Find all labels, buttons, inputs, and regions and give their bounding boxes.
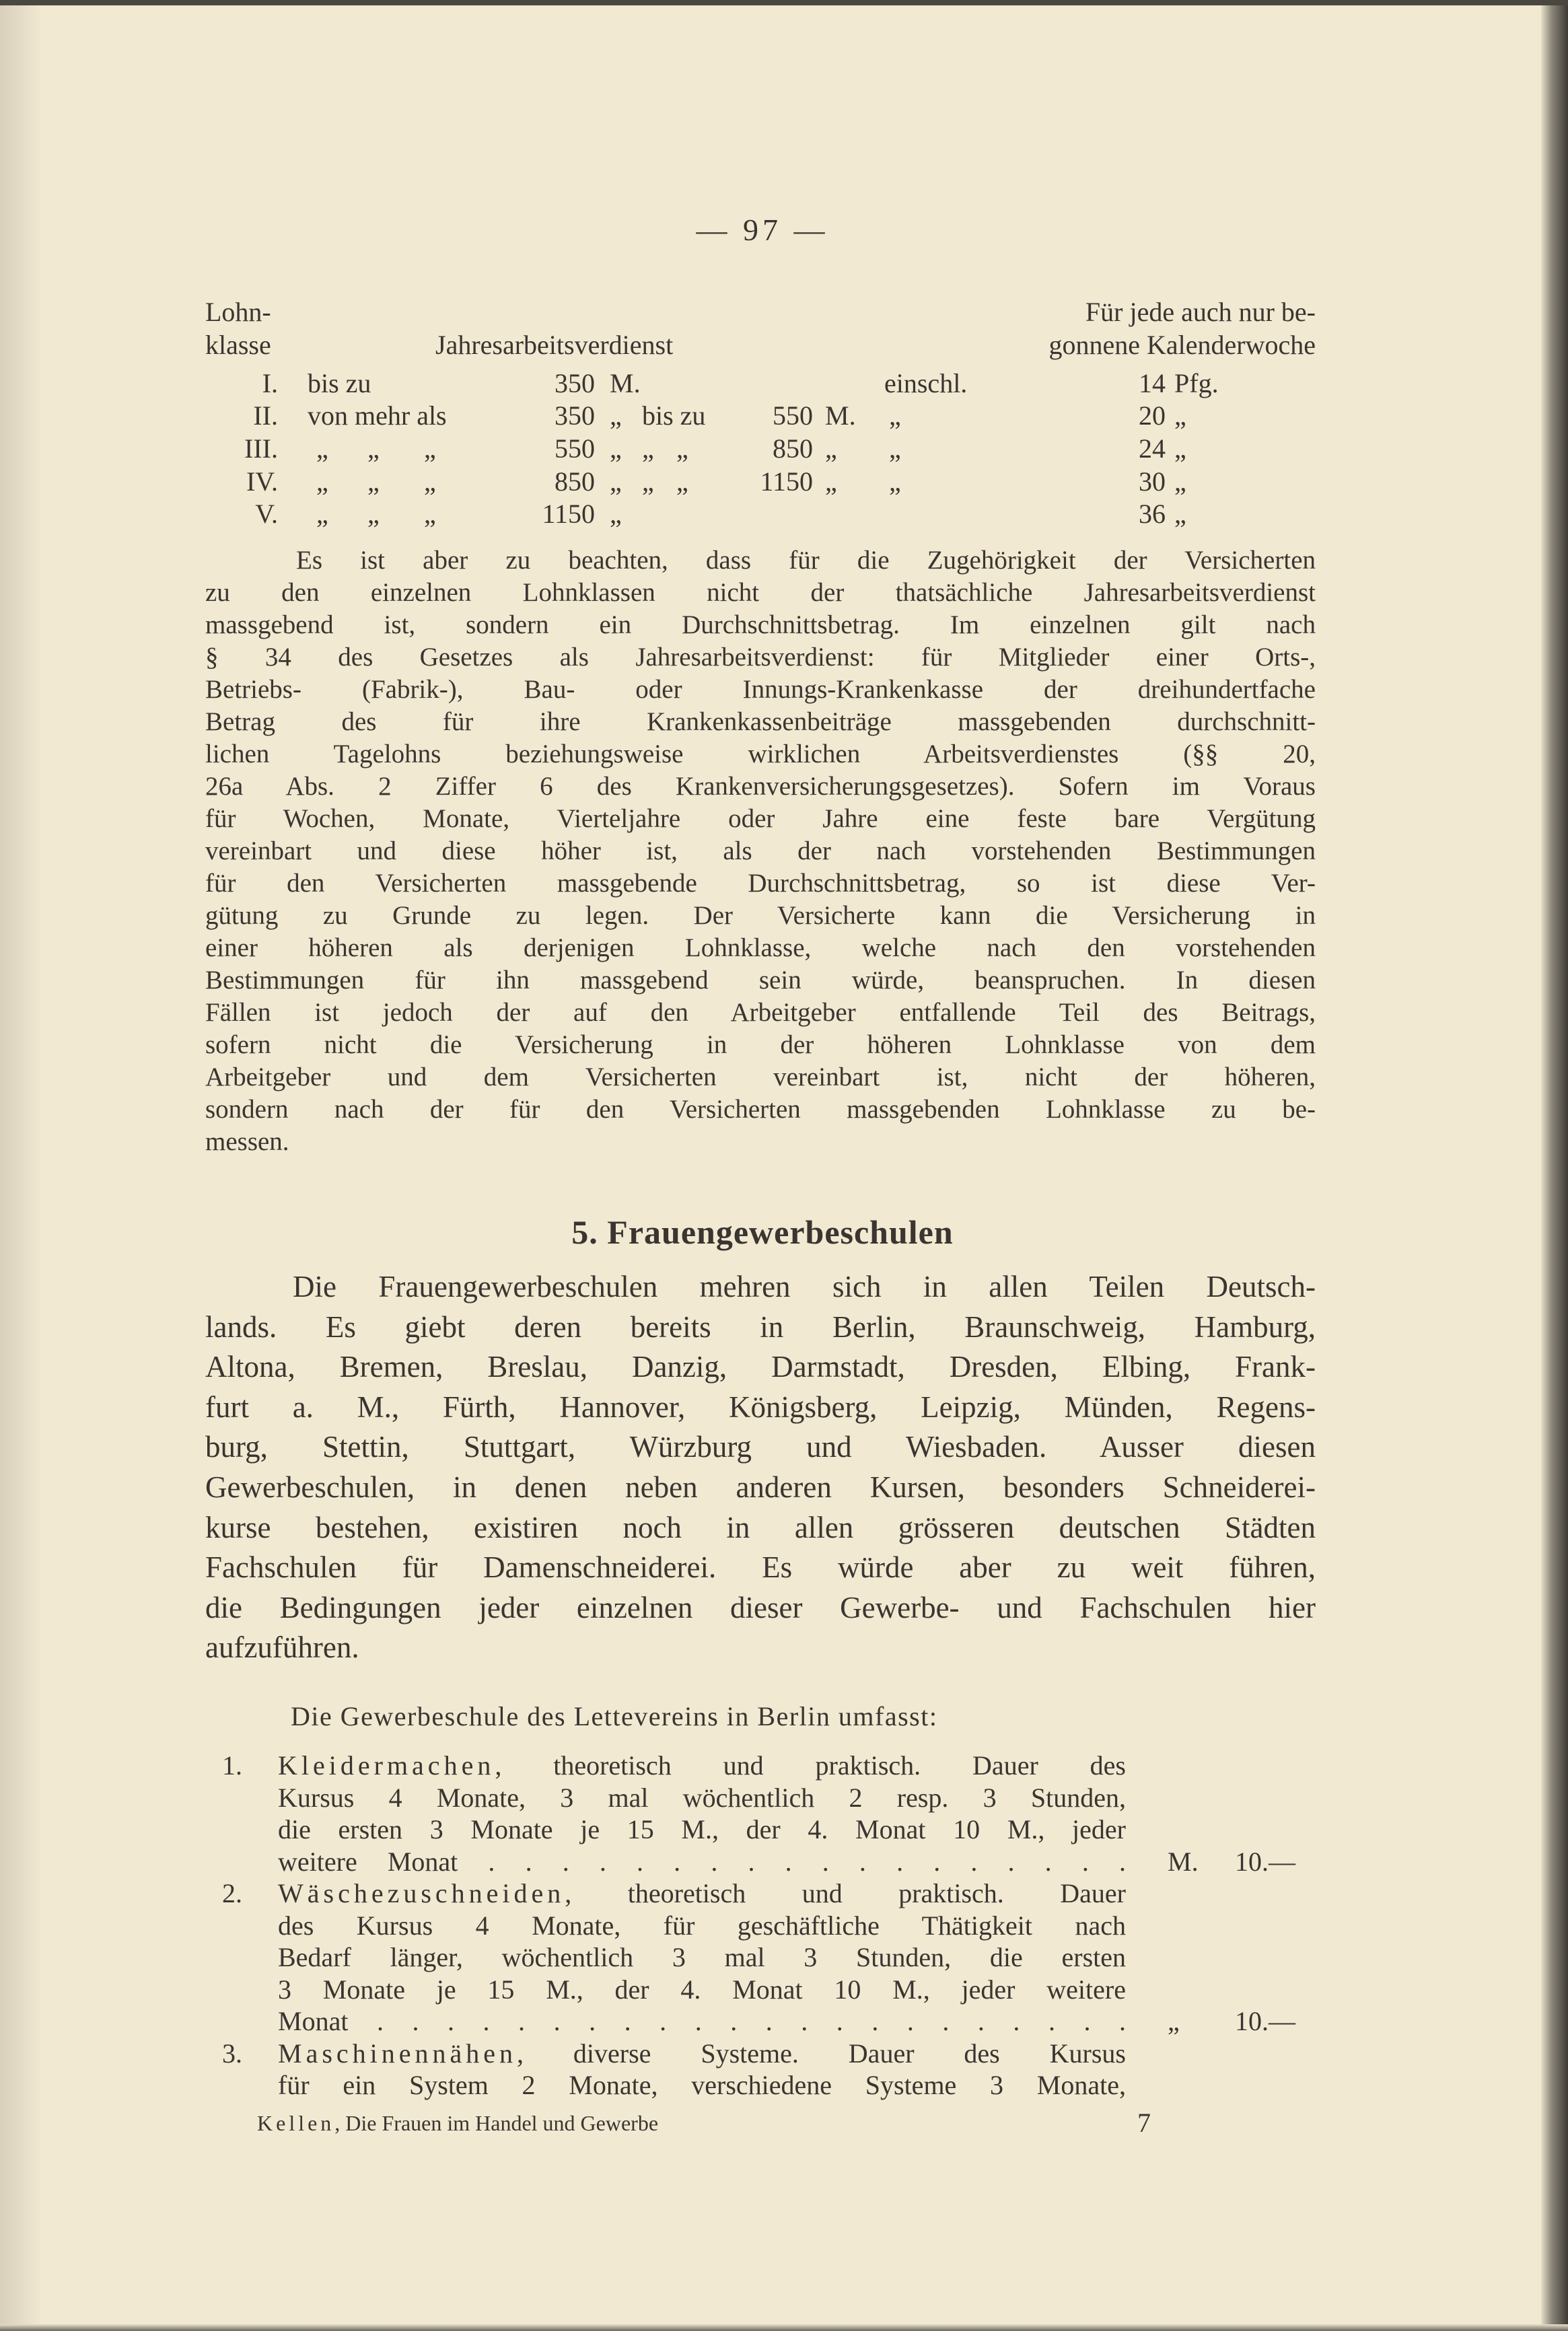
list-item-line [0, 1941, 1568, 1974]
text-line: gütung zu Grunde zu legen. Der Versicherte kann die Versicherung in [205, 901, 1316, 930]
text-line: Arbeitgeber und dem Versicherten vereinbart ist, nicht der höheren, [205, 1063, 1316, 1091]
footer-author: Kellen [257, 2111, 335, 2135]
list-intro: Die Gewerbeschule des Lettevereins in Berlin umfasst: [291, 1701, 938, 1731]
list-item-number: 1. [222, 1750, 242, 1781]
unit: M. [610, 368, 641, 398]
note: „ [889, 466, 901, 497]
income-from: 550 [555, 433, 595, 464]
income-upto-label: bis zu [642, 400, 706, 431]
footer-imprint [257, 2107, 658, 2139]
ditto-mark: „ [424, 433, 436, 464]
text-line: für Wochen, Monate, Vierteljahre oder Jahre eine feste bare Vergütung [205, 804, 1316, 833]
ditto-mark: „ [642, 433, 654, 464]
list-item-line [0, 1750, 1568, 1782]
paragraph-versicherung [205, 544, 1316, 1158]
unit: Pfg. [1174, 368, 1219, 398]
income-from: 850 [555, 466, 595, 497]
list-item-line [0, 2005, 1568, 2038]
text-line: vereinbart und diese höher ist, als der nach vorstehenden Bestimmungen [205, 836, 1316, 865]
list-item-text [278, 1814, 1126, 1846]
fee-unit: „ [1168, 2006, 1180, 2036]
list-item-line [0, 1814, 1568, 1846]
note: „ [889, 433, 901, 464]
unit: „ [610, 466, 622, 497]
list-item-line [0, 1974, 1568, 2006]
text-line: Gewerbeschulen, in denen neben anderen Kursen, besonders Schneiderei- [205, 1470, 1316, 1504]
table-header-woche-1: Für jede auch nur be- [1085, 297, 1316, 327]
text-line: für den Versicherten massgebende Durchschnittsbetrag, so ist diese Ver- [205, 869, 1316, 898]
text-line: kurse bestehen, existiren noch in allen grösseren deutschen Städten [205, 1510, 1316, 1544]
ditto-mark: „ [676, 433, 688, 464]
text-line: Bestimmungen für ihn massgebend sein würde, beanspruchen. In diesen [205, 966, 1316, 995]
ditto-mark: „ [316, 499, 328, 529]
list-item-line [0, 1846, 1568, 1878]
ditto-mark: „ [367, 499, 380, 529]
course-list [0, 1750, 1568, 2102]
course-title: Wäschezuschneiden [278, 1878, 565, 1908]
text-line: Fachschulen für Damenschneiderei. Es würde aber zu weit führen, [205, 1550, 1316, 1585]
ditto-mark: „ [316, 466, 328, 497]
unit: M. [825, 400, 856, 431]
course-description: 3 Monate je 15 M., der 4. Monat 10 M., jeder weitere [278, 1974, 1126, 2005]
text-line: Betriebs- (Fabrik-), Bau- oder Innungs-Krankenkasse der dreihundertfache [205, 675, 1316, 704]
class-numeral: IV. [246, 466, 278, 497]
text-line: lichen Tagelohns beziehungsweise wirklichen Arbeitsverdienstes (§§ 20, [205, 740, 1316, 768]
course-description: , theoretisch und praktisch. Dauer [565, 1878, 1126, 1908]
text-line: messen. [205, 1127, 289, 1156]
fee-amount: 10.— [1235, 1846, 1295, 1877]
text-line: Betrag des für ihre Krankenkassenbeiträge massgebenden durchschnitt- [205, 707, 1316, 736]
unit: „ [610, 433, 622, 464]
ditto-mark: „ [424, 466, 436, 497]
class-numeral: I. [262, 368, 278, 398]
unit: „ [825, 433, 837, 464]
text-line: aufzuführen. [205, 1630, 359, 1665]
list-item-number: 3. [222, 2038, 242, 2069]
ditto-mark: „ [367, 466, 380, 497]
income-to: 850 [773, 433, 813, 464]
ditto-mark: „ [642, 466, 654, 497]
list-item-line [0, 1877, 1568, 1910]
unit: „ [1174, 433, 1186, 464]
course-title: Kleidermachen [278, 1750, 495, 1781]
class-numeral: II. [253, 400, 278, 431]
list-item-text [278, 1782, 1126, 1814]
list-item-text [278, 2005, 1126, 2038]
text-line: die Bedingungen jeder einzelnen dieser Gewerbe- und Fachschulen hier [205, 1590, 1316, 1624]
footer-title: , Die Frauen im Handel und Gewerbe [334, 2111, 659, 2135]
list-item-text [278, 1877, 1126, 1910]
list-item-text [278, 1750, 1126, 1782]
income-from: 350 [555, 400, 595, 431]
unit: „ [1174, 466, 1186, 497]
fee-unit: M. [1168, 1846, 1199, 1877]
course-description: Kursus 4 Monate, 3 mal wöchentlich 2 resp. 3 Stunden, [278, 1782, 1126, 1813]
ditto-mark: „ [316, 433, 328, 464]
page-number: — 97 — [696, 213, 829, 247]
course-description: des Kursus 4 Monate, für geschäftliche Thätigkeit nach [278, 1910, 1126, 1941]
scan-border [0, 0, 1568, 5]
text-line: Es ist aber zu beachten, dass für die Zugehörigkeit der Versicherten [296, 546, 1316, 575]
paragraph-frauengewerbeschulen [205, 1267, 1316, 1668]
list-item-text [278, 1941, 1126, 1974]
list-item-text [278, 1910, 1126, 1942]
fee-amount: 10.— [1235, 2006, 1295, 2036]
class-numeral: III. [244, 433, 278, 464]
income-to: 550 [773, 400, 813, 431]
table-header-jahresarbeitsverdienst: Jahresarbeitsverdienst [435, 330, 674, 360]
section-heading: 5. Frauengewerbeschulen [571, 1213, 954, 1251]
unit: „ [610, 400, 622, 431]
text-line: einer höheren als derjenigen Lohnklasse, welche nach den vorstehenden [205, 933, 1316, 962]
course-description: , theoretisch und praktisch. Dauer des [495, 1750, 1126, 1781]
course-description: weitere Monat . . . . . . . . . . . . . . . . . . [278, 1846, 1126, 1877]
contribution-pfg: 24 [1139, 433, 1166, 464]
list-item-line [0, 2038, 1568, 2070]
text-line: sofern nicht die Versicherung in der höheren Lohnklasse von dem [205, 1030, 1316, 1059]
note: einschl. [884, 368, 968, 398]
course-title: Maschinennähen [278, 2038, 518, 2069]
text-line: massgebend ist, sondern ein Durchschnittsbetrag. Im einzelnen gilt nach [205, 610, 1316, 639]
list-item-line [0, 1782, 1568, 1814]
course-description: für ein System 2 Monate, verschiedene Systeme 3 Monate, [278, 2070, 1126, 2100]
list-item-line [0, 1910, 1568, 1942]
unit: „ [1174, 400, 1186, 431]
text-line: Fällen ist jedoch der auf den Arbeitgeber entfallende Teil des Beitrags, [205, 998, 1316, 1027]
list-item-text [278, 1974, 1126, 2006]
text-line: § 34 des Gesetzes als Jahresarbeitsverdienst: für Mitglieder einer Orts-, [205, 643, 1316, 672]
scan-border-bottom [0, 2324, 1568, 2331]
contribution-pfg: 36 [1139, 499, 1166, 529]
text-line: burg, Stettin, Stuttgart, Würzburg und Wiesbaden. Ausser diesen [205, 1430, 1316, 1464]
class-numeral: V. [255, 499, 278, 529]
sheet-signature: 7 [1137, 2108, 1151, 2138]
note: „ [889, 400, 901, 431]
income-from: 350 [555, 368, 595, 398]
list-item-text [278, 2069, 1126, 2102]
contribution-pfg: 20 [1139, 400, 1166, 431]
income-prefix: bis zu [308, 368, 371, 398]
list-item-text [278, 2038, 1126, 2070]
income-to: 1150 [760, 466, 813, 497]
unit: „ [825, 466, 837, 497]
course-description: Bedarf länger, wöchentlich 3 mal 3 Stunden, die ersten [278, 1942, 1126, 1972]
contribution-pfg: 14 [1139, 368, 1166, 398]
unit: „ [1174, 499, 1186, 529]
text-line: Altona, Bremen, Breslau, Danzig, Darmstadt, Dresden, Elbing, Frank- [205, 1350, 1316, 1384]
course-description: , diverse Systeme. Dauer des Kursus [517, 2038, 1126, 2069]
list-item-text [278, 1846, 1126, 1878]
income-prefix: von mehr als [308, 400, 447, 431]
text-line: 26a Abs. 2 Ziffer 6 des Krankenversicherungsgesetzes). Sofern im Voraus [205, 772, 1316, 801]
income-from: 1150 [542, 499, 595, 529]
text-line: sondern nach der für den Versicherten massgebenden Lohnklasse zu be- [205, 1095, 1316, 1124]
ditto-mark: „ [367, 433, 380, 464]
text-line: Die Frauengewerbeschulen mehren sich in allen Teilen Deutsch- [293, 1270, 1316, 1303]
text-line: furt a. M., Fürth, Hannover, Königsberg, Leipzig, Münden, Regens- [205, 1390, 1316, 1424]
table-header-lohnklasse-1: Lohn- [205, 297, 271, 327]
list-item-line [0, 2069, 1568, 2102]
unit: „ [610, 499, 622, 529]
course-description: Monat . . . . . . . . . . . . . . . . . . . . . . [278, 2006, 1126, 2036]
text-line: zu den einzelnen Lohnklassen nicht der thatsächliche Jahresarbeitsverdienst [205, 578, 1316, 607]
text-line: lands. Es giebt deren bereits in Berlin, Braunschweig, Hamburg, [205, 1310, 1316, 1344]
ditto-mark: „ [676, 466, 688, 497]
table-header-woche-2: gonnene Kalenderwoche [1048, 330, 1316, 360]
ditto-mark: „ [424, 499, 436, 529]
list-item-number: 2. [222, 1878, 242, 1908]
contribution-pfg: 30 [1139, 466, 1166, 497]
course-description: die ersten 3 Monate je 15 M., der 4. Monat 10 M., jeder [278, 1814, 1126, 1844]
table-header-lohnklasse-2: klasse [205, 330, 271, 360]
